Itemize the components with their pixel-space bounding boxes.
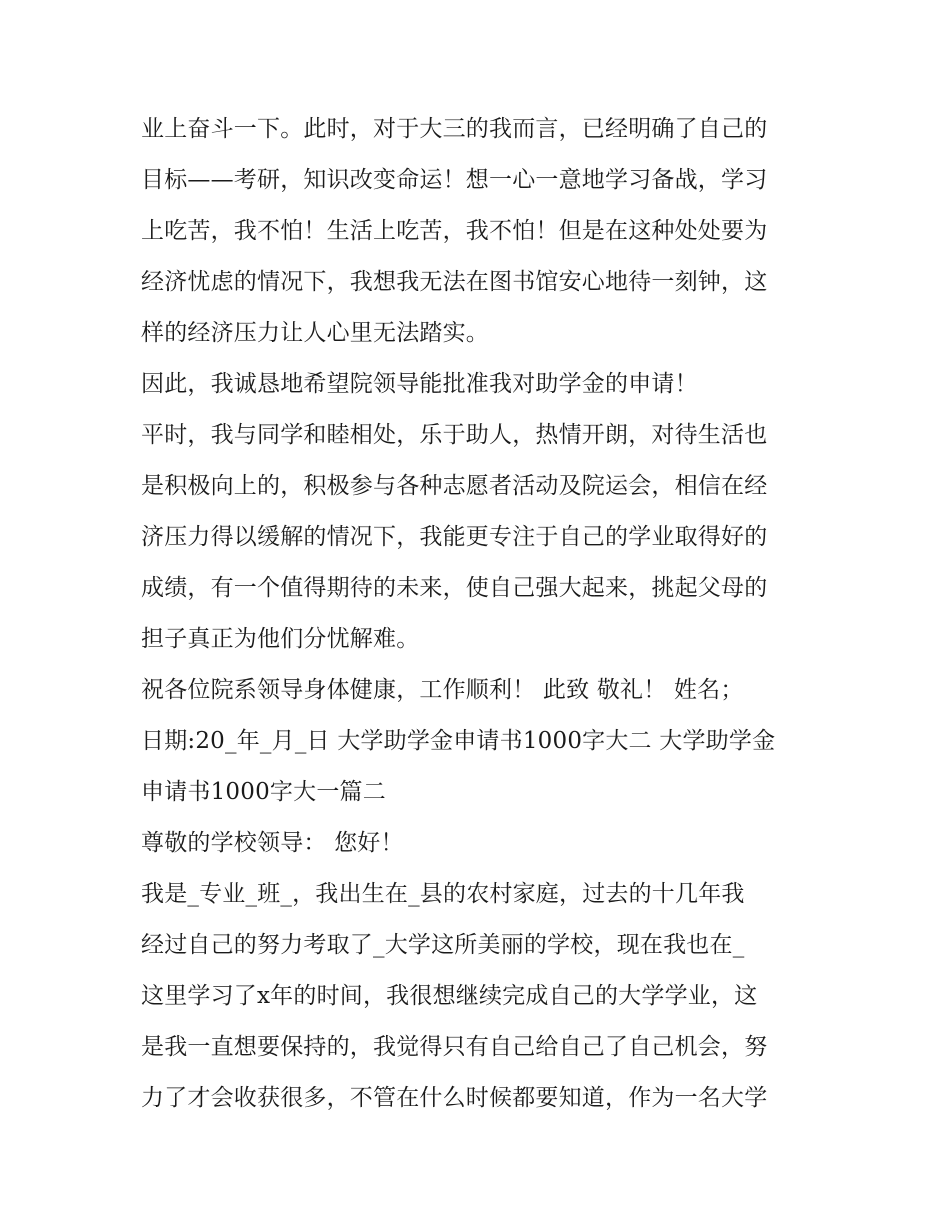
text-line: 日期:20_年_月_日 大学助学金申请书1000字大二 大学助学金 bbox=[141, 728, 776, 754]
text-line: 是我一直想要保持的，我觉得只有自己给自己了自己机会，努 bbox=[141, 1034, 768, 1060]
text-line: 祝各位院系领导身体健康，工作顺利！ 此致 敬礼！ 姓名； bbox=[141, 677, 744, 703]
text-line: 担子真正为他们分忧解难。 bbox=[141, 626, 420, 652]
text-line: 这里学习了x年的时间，我很想继续完成自己的大学学业，这 bbox=[141, 983, 758, 1009]
text-line: 济压力得以缓解的情况下，我能更专注于自己的学业取得好的 bbox=[141, 524, 768, 550]
text-line: 申请书1000字大一篇二 bbox=[141, 779, 386, 805]
text-line: 力了才会收获很多，不管在什么时候都要知道，作为一名大学 bbox=[141, 1085, 768, 1111]
text-line: 因此，我诚恳地希望院领导能批准我对助学金的申请！ bbox=[141, 371, 698, 397]
text-line: 目标——考研，知识改变命运！想一心一意地学习备战，学习 bbox=[141, 167, 768, 193]
text-line: 上吃苦，我不怕！生活上吃苦，我不怕！但是在这种处处要为 bbox=[141, 218, 768, 244]
text-line: 经过自己的努力考取了_大学这所美丽的学校，现在我也在_ bbox=[141, 932, 745, 958]
text-line: 业上奋斗一下。此时，对于大三的我而言，已经明确了自己的 bbox=[141, 116, 768, 142]
text-line: 我是_专业_班_，我出生在_县的农村家庭，过去的十几年我 bbox=[141, 881, 745, 907]
text-line: 成绩，有一个值得期待的未来，使自己强大起来，挑起父母的 bbox=[141, 575, 768, 601]
text-line: 是积极向上的，积极参与各种志愿者活动及院运会，相信在经 bbox=[141, 473, 768, 499]
document-body bbox=[141, 104, 821, 1124]
text-line: 样的经济压力让人心里无法踏实。 bbox=[141, 320, 489, 346]
text-line: 尊敬的学校领导： 您好！ bbox=[141, 830, 404, 856]
text-line: 平时，我与同学和睦相处，乐于助人，热情开朗，对待生活也 bbox=[141, 422, 768, 448]
text-line: 经济忧虑的情况下，我想我无法在图书馆安心地待一刻钟，这 bbox=[141, 269, 768, 295]
